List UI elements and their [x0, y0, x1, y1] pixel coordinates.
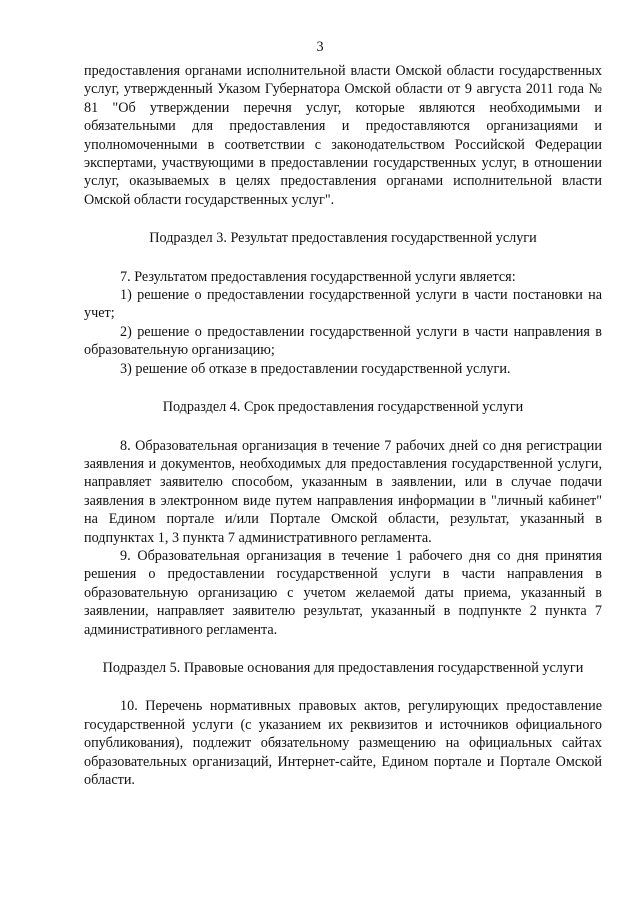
- paragraph-10: 10. Перечень нормативных правовых актов, регулирующих предоставление государственной услуги (с указанием их реквизитов и источников официального опубликования), подлежит обязательному размещению на официальных сайтах образовательных организаций, Интернет-сайте, Едином портале и Портале Омской области.: [84, 698, 602, 788]
- paragraph-7-2: 2) решение о предоставлении государственной услуги в части направления в образовательную организацию;: [84, 323, 602, 359]
- page-number: 3: [316, 39, 324, 55]
- document-body: [84, 62, 602, 789]
- section-heading-3: Подраздел 3. Результат предоставления государственной услуги: [149, 230, 537, 247]
- paragraph-8: 8. Образовательная организация в течение 7 рабочих дней со дня регистрации заявления и документов, необходимых для предоставления государственной услуги, направляет заявителю способом, указанным в заявлении, или в случае подачи заявления в электронном виде путем направления информации в "личный кабинет" на Едином портале и/или Портале Омской области, результат, указанный в подпунктах 1, 3 пункта 7 административного регламента.: [84, 437, 602, 546]
- paragraph-9: 9. Образовательная организация в течение 1 рабочего дня со дня принятия решения о предоставлении государственной услуги в части направления в образовательную организацию с учетом желаемой даты приема, указанный в заявлении, направляет заявителю результат, указанный в подпункте 2 пункта 7 административного регламента.: [84, 547, 602, 638]
- section-heading-5: Подраздел 5. Правовые основания для предоставления государственной услуги: [102, 659, 584, 676]
- paragraph-7: 7. Результатом предоставления государственной услуги является:: [120, 268, 516, 285]
- section-heading-4: Подраздел 4. Срок предоставления государственной услуги: [162, 399, 524, 416]
- paragraph-7-3: 3) решение об отказе в предоставлении государственной услуги.: [120, 360, 511, 377]
- intro-paragraph: предоставления органами исполнительной власти Омской области государственных услуг, утвержденный Указом Губернатора Омской области от 9 августа 2011 года № 81 "Об утверждении перечня услуг, которые являются необходимыми и обязательными для предоставления и предоставляются организациями и уполномоченными в соответствии с законодательством Российской Федерации экспертами, участвующими в предоставлении государственных услуг, в отношении услуг, оказываемых в целях предоставления органами исполнительной власти Омской области государственных услуг".: [84, 63, 602, 208]
- paragraph-7-1: 1) решение о предоставлении государственной услуги в части постановки на учет;: [84, 287, 602, 322]
